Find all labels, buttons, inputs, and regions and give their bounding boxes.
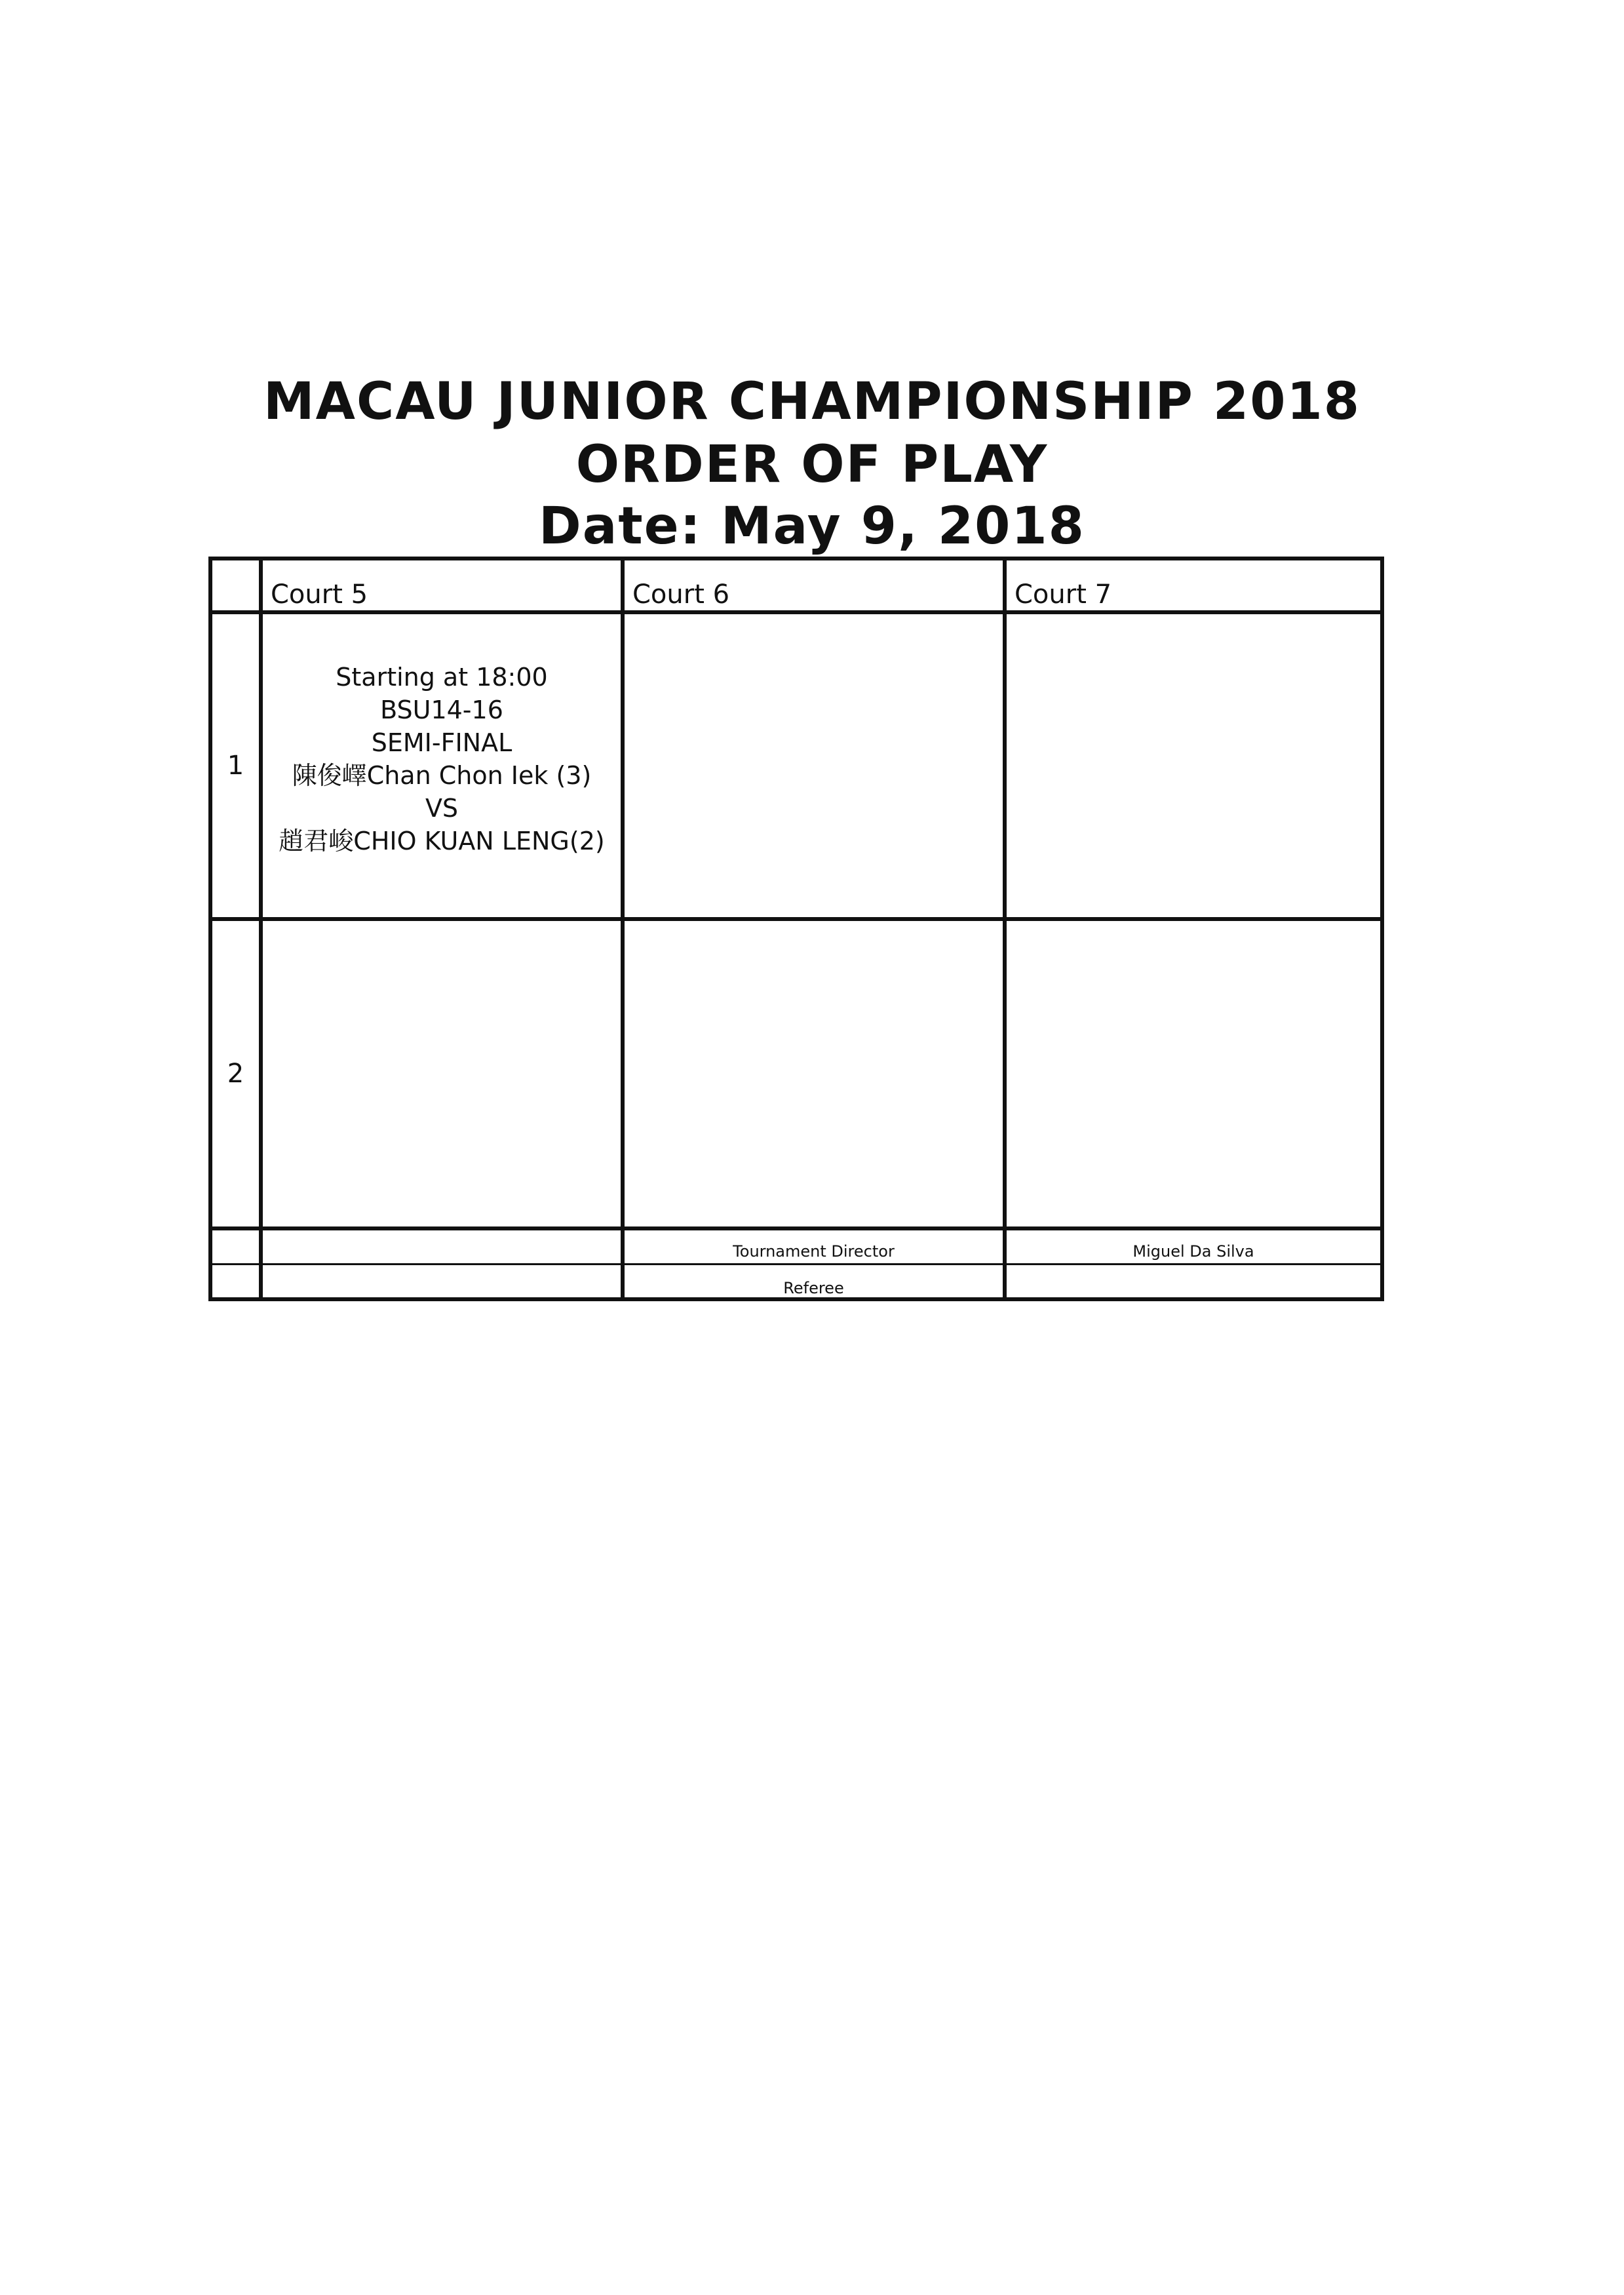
title-order-of-play: ORDER OF PLAY xyxy=(575,435,1049,494)
court-header-6: Court 6 xyxy=(632,579,730,610)
column-divider xyxy=(1003,560,1007,1297)
title-championship: MACAU JUNIOR CHAMPIONSHIP 2018 xyxy=(263,372,1361,431)
court-header-5: Court 5 xyxy=(271,579,368,610)
column-divider xyxy=(621,560,625,1297)
match-event: BSU14-16 xyxy=(380,696,503,724)
order-of-play-table xyxy=(208,557,1384,1301)
tournament-director-label: Tournament Director xyxy=(733,1242,895,1261)
match-player-1: 陳俊嶧Chan Chon Iek (3) xyxy=(292,761,592,790)
match-round: SEMI-FINAL xyxy=(371,728,512,757)
title-date: Date: May 9, 2018 xyxy=(539,497,1085,556)
match-court5-row1 xyxy=(263,614,621,917)
match-vs: VS xyxy=(425,794,459,823)
match-start-time: Starting at 18:00 xyxy=(336,663,548,692)
row-divider xyxy=(212,917,1380,921)
tournament-director-name: Miguel Da Silva xyxy=(1132,1242,1254,1261)
document-title xyxy=(0,370,1624,557)
row-number-1: 1 xyxy=(227,751,244,781)
court-header-7: Court 7 xyxy=(1015,579,1112,610)
row-number-2: 2 xyxy=(227,1059,244,1089)
referee-label: Referee xyxy=(783,1279,844,1297)
match-player-2: 趙君峻CHIO KUAN LENG(2) xyxy=(279,827,605,855)
